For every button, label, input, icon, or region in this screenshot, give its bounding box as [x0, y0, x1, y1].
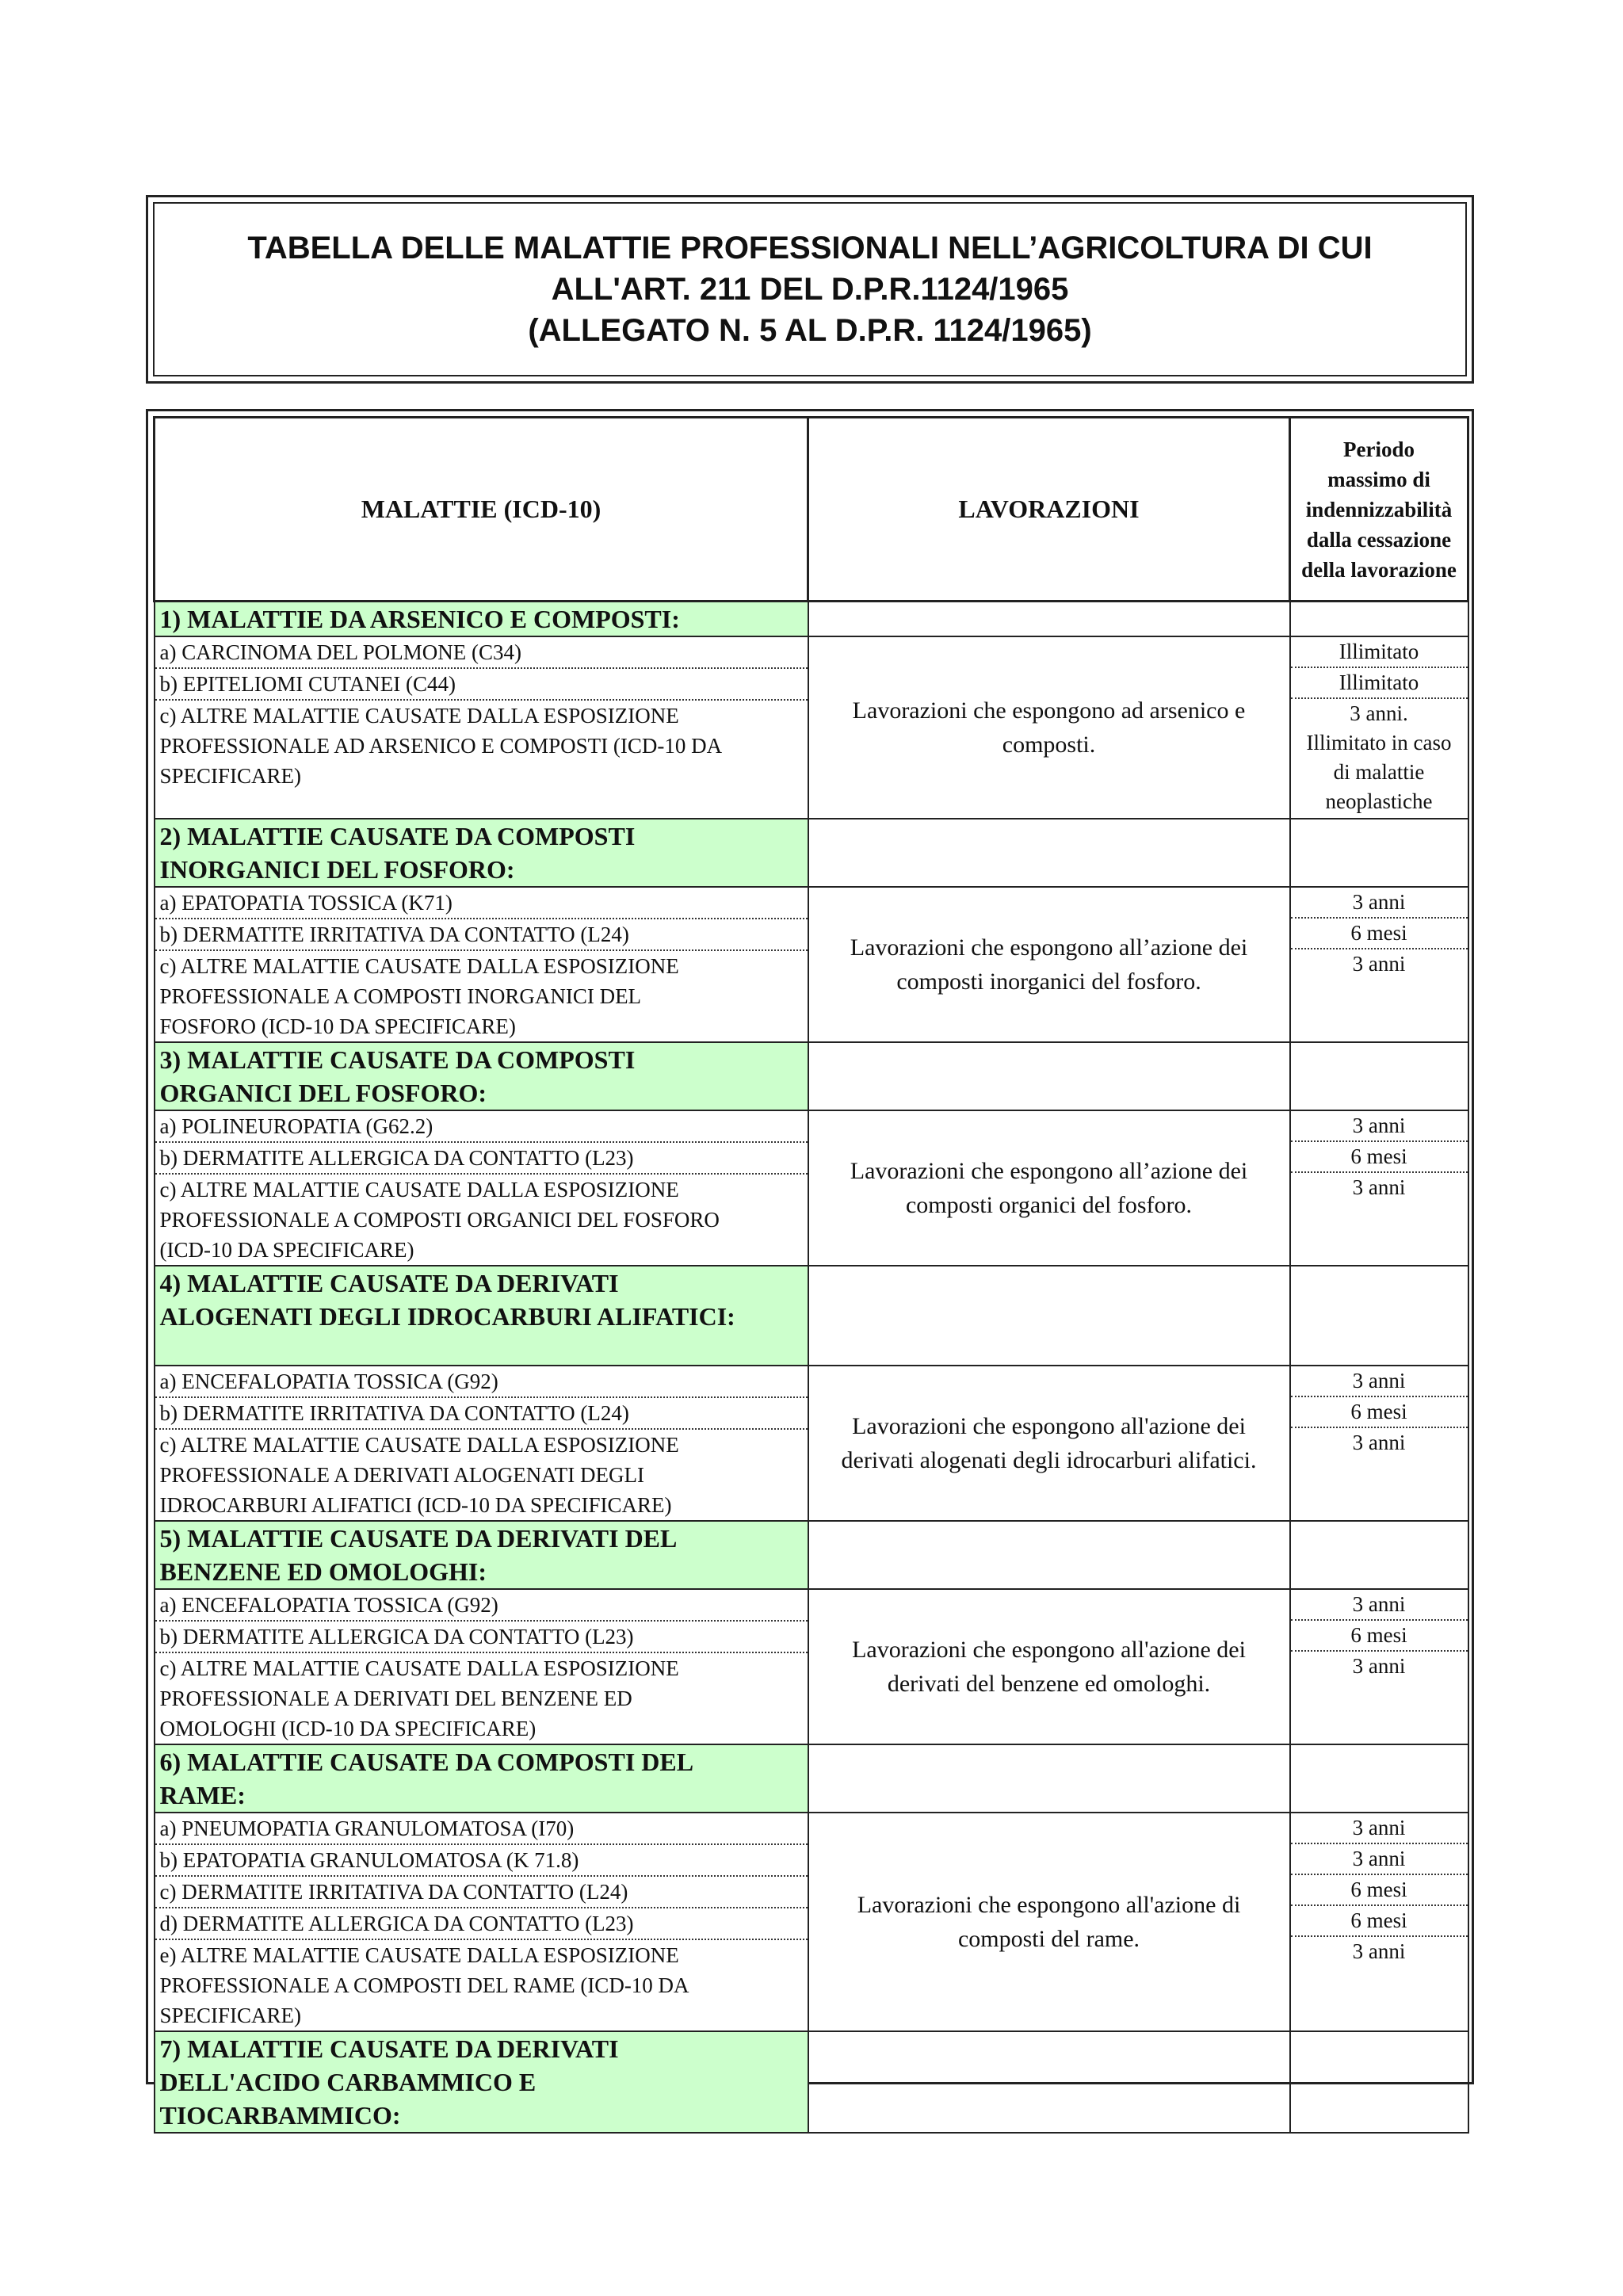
periodo-line: 6 mesi [1350, 1144, 1407, 1168]
section-title-row [155, 602, 1468, 637]
periodo-line: 3 anni [1352, 1654, 1406, 1678]
section-title [155, 2031, 808, 2133]
periodo-item [1291, 1111, 1468, 1142]
disease-item-line: e) ALTRE MALATTIE CAUSATE DALLA ESPOSIZIONE [159, 1943, 679, 1967]
empty-cell [808, 2031, 1290, 2133]
lavorazioni-line: Lavorazioni che espongono all'azione dei [852, 1413, 1246, 1439]
lavorazioni-cell [808, 887, 1290, 1042]
periodo-list [1290, 1366, 1468, 1521]
periodo-list [1290, 1813, 1468, 2031]
disease-item-line: c) ALTRE MALATTIE CAUSATE DALLA ESPOSIZIONE [159, 1433, 679, 1457]
disease-item-line: IDROCARBURI ALIFATICI (ICD-10 DA SPECIFICARE) [159, 1493, 672, 1517]
disease-item [155, 701, 808, 791]
header-periodo-line: Periodo [1343, 437, 1415, 461]
disease-item [155, 1430, 808, 1520]
lavorazioni-cell [808, 1589, 1290, 1744]
disease-item-line: a) ENCEFALOPATIA TOSSICA (G92) [159, 1370, 498, 1393]
title-line-1: TABELLA DELLE MALATTIE PROFESSIONALI NELL’AGRICOLTURA DI CUI [247, 231, 1373, 266]
header-malattie: MALATTIE (ICD-10) [155, 418, 808, 602]
section-body-row [155, 1110, 1468, 1266]
periodo-item [1291, 637, 1468, 668]
periodo-item [1291, 1844, 1468, 1875]
diseases-table [153, 416, 1469, 2134]
disease-list [155, 1813, 808, 2031]
lavorazioni-line: composti organici del fosforo. [905, 1192, 1193, 1218]
header-periodo-line: della lavorazione [1301, 557, 1457, 582]
disease-item [155, 637, 808, 669]
section-title-line: RAME: [159, 1781, 246, 1809]
diseases-table-frame [146, 409, 1474, 2130]
section-title-row [155, 2031, 1468, 2133]
header-row [155, 418, 1468, 602]
disease-item-line: a) ENCEFALOPATIA TOSSICA (G92) [159, 1593, 498, 1617]
lavorazioni-line: composti inorganici del fosforo. [896, 968, 1201, 995]
disease-item-line: OMOLOGHI (ICD-10 DA SPECIFICARE) [159, 1717, 537, 1740]
periodo-line: Illimitato [1338, 670, 1419, 694]
section-body-row [155, 887, 1468, 1042]
disease-item [155, 1366, 808, 1398]
disease-item [155, 1175, 808, 1265]
disease-item-line: c) DERMATITE IRRITATIVA DA CONTATTO (L24) [159, 1880, 628, 1904]
periodo-list [1290, 1589, 1468, 1744]
title-box [146, 195, 1474, 384]
disease-item [155, 1143, 808, 1175]
disease-item-line: PROFESSIONALE A DERIVATI ALOGENATI DEGLI [159, 1463, 645, 1487]
section-title-line: 7) MALATTIE CAUSATE DA DERIVATI [159, 2034, 619, 2063]
disease-list [155, 887, 808, 1042]
periodo-item [1291, 1428, 1468, 1457]
periodo-list [1290, 636, 1468, 819]
periodo-item [1291, 1366, 1468, 1397]
lavorazioni-line: Lavorazioni che espongono all'azione dei [852, 1637, 1246, 1663]
section-title-line: BENZENE ED OMOLOGHI: [159, 1557, 487, 1586]
disease-item [155, 1111, 808, 1143]
periodo-line: 6 mesi [1350, 921, 1407, 945]
periodo-line: 3 anni [1352, 1592, 1406, 1616]
disease-item [155, 888, 808, 919]
disease-item [155, 1813, 808, 1845]
disease-item-line: a) CARCINOMA DEL POLMONE (C34) [159, 640, 521, 664]
disease-item-line: PROFESSIONALE AD ARSENICO E COMPOSTI (ICD-10 DA [159, 734, 723, 758]
disease-item [155, 1653, 808, 1744]
section-title-line: INORGANICI DEL FOSFORO: [159, 855, 515, 884]
periodo-line: Illimitato in caso [1306, 731, 1452, 755]
periodo-line: 3 anni [1352, 1369, 1406, 1392]
periodo-line: 6 mesi [1350, 1878, 1407, 1901]
section-title [155, 1744, 808, 1813]
periodo-item [1291, 1937, 1468, 1966]
disease-item [155, 1940, 808, 2030]
disease-item [155, 1590, 808, 1622]
section-title-line: 1) MALATTIE DA ARSENICO E COMPOSTI: [159, 605, 680, 633]
empty-cell [808, 1042, 1290, 1110]
disease-list [155, 1589, 808, 1744]
periodo-item [1291, 668, 1468, 699]
disease-item-line: PROFESSIONALE A COMPOSTI INORGANICI DEL [159, 984, 642, 1008]
disease-item [155, 1845, 808, 1877]
empty-cell [808, 1521, 1290, 1589]
empty-cell [808, 819, 1290, 887]
disease-item-line: PROFESSIONALE A COMPOSTI ORGANICI DEL FOSFORO [159, 1208, 720, 1232]
section-title-line: 3) MALATTIE CAUSATE DA COMPOSTI [159, 1045, 636, 1074]
empty-cell [1290, 1266, 1468, 1366]
disease-item-line: b) EPITELIOMI CUTANEI (C44) [159, 672, 456, 696]
section-title [155, 1521, 808, 1589]
section-body-row [155, 1813, 1468, 2031]
disease-item [155, 1877, 808, 1908]
header-periodo-line: indennizzabilità [1305, 497, 1453, 521]
section-title-row [155, 1744, 1468, 1813]
periodo-item [1291, 1652, 1468, 1681]
lavorazioni-line: Lavorazioni che espongono all'azione di [857, 1892, 1241, 1918]
lavorazioni-line: composti del rame. [957, 1926, 1140, 1952]
lavorazioni-cell [808, 1110, 1290, 1266]
periodo-line: 3 anni [1352, 890, 1406, 914]
lavorazioni-line: derivati del benzene ed omologhi. [887, 1671, 1211, 1697]
empty-cell [808, 602, 1290, 637]
section-title-line: 2) MALATTIE CAUSATE DA COMPOSTI [159, 822, 636, 850]
periodo-line: di malattie [1333, 760, 1425, 784]
periodo-list [1290, 1110, 1468, 1266]
title-line-2: ALL'ART. 211 DEL D.P.R.1124/1965 [551, 272, 1069, 307]
periodo-line: 3 anni [1352, 1175, 1406, 1199]
disease-item [155, 951, 808, 1041]
lavorazioni-line: Lavorazioni che espongono ad arsenico e [852, 697, 1246, 724]
disease-item-line: d) DERMATITE ALLERGICA DA CONTATTO (L23) [159, 1912, 634, 1935]
header-periodo-line: dalla cessazione [1306, 527, 1452, 552]
disease-item-line: c) ALTRE MALATTIE CAUSATE DALLA ESPOSIZIONE [159, 1178, 679, 1201]
section-title-line: DELL'ACIDO CARBAMMICO E [159, 2068, 537, 2096]
header-periodo [1290, 418, 1468, 602]
section-title-line: ALOGENATI DEGLI IDROCARBURI ALIFATICI: [159, 1302, 735, 1331]
header-periodo-line: massimo di [1327, 467, 1430, 491]
section-title-line: TIOCARBAMMICO: [159, 2101, 401, 2130]
periodo-line: neoplastiche [1325, 789, 1433, 813]
disease-item-line: SPECIFICARE) [159, 764, 302, 788]
disease-item-line: b) DERMATITE IRRITATIVA DA CONTATTO (L24) [159, 923, 629, 946]
section-title-line: 4) MALATTIE CAUSATE DA DERIVATI [159, 1269, 619, 1297]
disease-item-line: PROFESSIONALE A DERIVATI DEL BENZENE ED [159, 1687, 632, 1710]
section-title-line: 5) MALATTIE CAUSATE DA DERIVATI DEL [159, 1524, 678, 1553]
disease-item-line: c) ALTRE MALATTIE CAUSATE DALLA ESPOSIZIONE [159, 1656, 679, 1680]
disease-item [155, 1398, 808, 1430]
section-body-row [155, 1589, 1468, 1744]
lavorazioni-line: Lavorazioni che espongono all’azione dei [850, 934, 1248, 961]
periodo-line: 3 anni [1352, 1939, 1406, 1963]
disease-item-line: a) EPATOPATIA TOSSICA (K71) [159, 891, 453, 915]
lavorazioni-line: derivati alogenati degli idrocarburi alifatici. [841, 1447, 1257, 1473]
disease-item [155, 669, 808, 701]
periodo-list [1290, 887, 1468, 1042]
disease-item-line: b) DERMATITE ALLERGICA DA CONTATTO (L23) [159, 1625, 634, 1648]
disease-item-line: FOSFORO (ICD-10 DA SPECIFICARE) [159, 1014, 516, 1038]
lavorazioni-cell [808, 636, 1290, 819]
disease-item-line: c) ALTRE MALATTIE CAUSATE DALLA ESPOSIZIONE [159, 704, 679, 728]
section-body-row [155, 1366, 1468, 1521]
periodo-item [1291, 1142, 1468, 1173]
disease-item [155, 1622, 808, 1653]
periodo-item [1291, 949, 1468, 979]
disease-item [155, 1908, 808, 1940]
empty-cell [808, 1744, 1290, 1813]
title-line-3: (ALLEGATO N. 5 AL D.P.R. 1124/1965) [528, 313, 1092, 348]
empty-cell [1290, 1521, 1468, 1589]
section-title-row [155, 1042, 1468, 1110]
disease-list [155, 1366, 808, 1521]
section-title [155, 1042, 808, 1110]
section-title [155, 1266, 808, 1366]
disease-item-line: a) PNEUMOPATIA GRANULOMATOSA (I70) [159, 1817, 575, 1840]
periodo-item [1291, 888, 1468, 919]
periodo-item [1291, 699, 1468, 816]
disease-item-line: c) ALTRE MALATTIE CAUSATE DALLA ESPOSIZIONE [159, 954, 679, 978]
periodo-line: 3 anni [1352, 1816, 1406, 1839]
disease-item [155, 919, 808, 951]
empty-cell [1290, 819, 1468, 887]
empty-cell [808, 1266, 1290, 1366]
empty-cell [1290, 2031, 1468, 2133]
periodo-line: 6 mesi [1350, 1623, 1407, 1647]
disease-item-line: PROFESSIONALE A COMPOSTI DEL RAME (ICD-10 DA [159, 1973, 689, 1997]
periodo-line: 6 mesi [1350, 1908, 1407, 1932]
periodo-item [1291, 919, 1468, 949]
periodo-item [1291, 1875, 1468, 1906]
lavorazioni-line: Lavorazioni che espongono all’azione dei [850, 1158, 1248, 1184]
disease-item-line: b) DERMATITE ALLERGICA DA CONTATTO (L23) [159, 1146, 634, 1170]
periodo-item [1291, 1813, 1468, 1844]
disease-item-line: (ICD-10 DA SPECIFICARE) [159, 1238, 414, 1262]
section-title [155, 819, 808, 887]
disease-item-line: a) POLINEUROPATIA (G62.2) [159, 1114, 433, 1138]
lavorazioni-cell [808, 1366, 1290, 1521]
header-lavorazioni: LAVORAZIONI [808, 418, 1290, 602]
periodo-item [1291, 1173, 1468, 1202]
periodo-line: 3 anni [1352, 1114, 1406, 1137]
periodo-line: 3 anni. [1350, 701, 1408, 725]
section-title-line: 6) MALATTIE CAUSATE DA COMPOSTI DEL [159, 1748, 694, 1776]
disease-item-line: SPECIFICARE) [159, 2004, 302, 2027]
section-title [155, 602, 808, 637]
periodo-line: 3 anni [1352, 952, 1406, 976]
disease-list [155, 1110, 808, 1266]
disease-item-line: b) EPATOPATIA GRANULOMATOSA (K 71.8) [159, 1848, 579, 1872]
section-title-row [155, 819, 1468, 887]
periodo-item [1291, 1397, 1468, 1428]
empty-cell [1290, 1744, 1468, 1813]
periodo-line: 3 anni [1352, 1847, 1406, 1870]
periodo-line: Illimitato [1338, 640, 1419, 663]
periodo-item [1291, 1621, 1468, 1652]
disease-item-line: b) DERMATITE IRRITATIVA DA CONTATTO (L24) [159, 1401, 629, 1425]
empty-cell [1290, 602, 1468, 637]
disease-list [155, 636, 808, 819]
periodo-item [1291, 1590, 1468, 1621]
periodo-line: 6 mesi [1350, 1400, 1407, 1423]
section-title-row [155, 1266, 1468, 1366]
section-title-row [155, 1521, 1468, 1589]
lavorazioni-line: composti. [1002, 732, 1096, 758]
section-title-line: ORGANICI DEL FOSFORO: [159, 1079, 487, 1107]
section-body-row [155, 636, 1468, 819]
empty-cell [1290, 1042, 1468, 1110]
periodo-line: 3 anni [1352, 1431, 1406, 1454]
document-title [153, 202, 1467, 376]
lavorazioni-cell [808, 1813, 1290, 2031]
periodo-item [1291, 1906, 1468, 1937]
